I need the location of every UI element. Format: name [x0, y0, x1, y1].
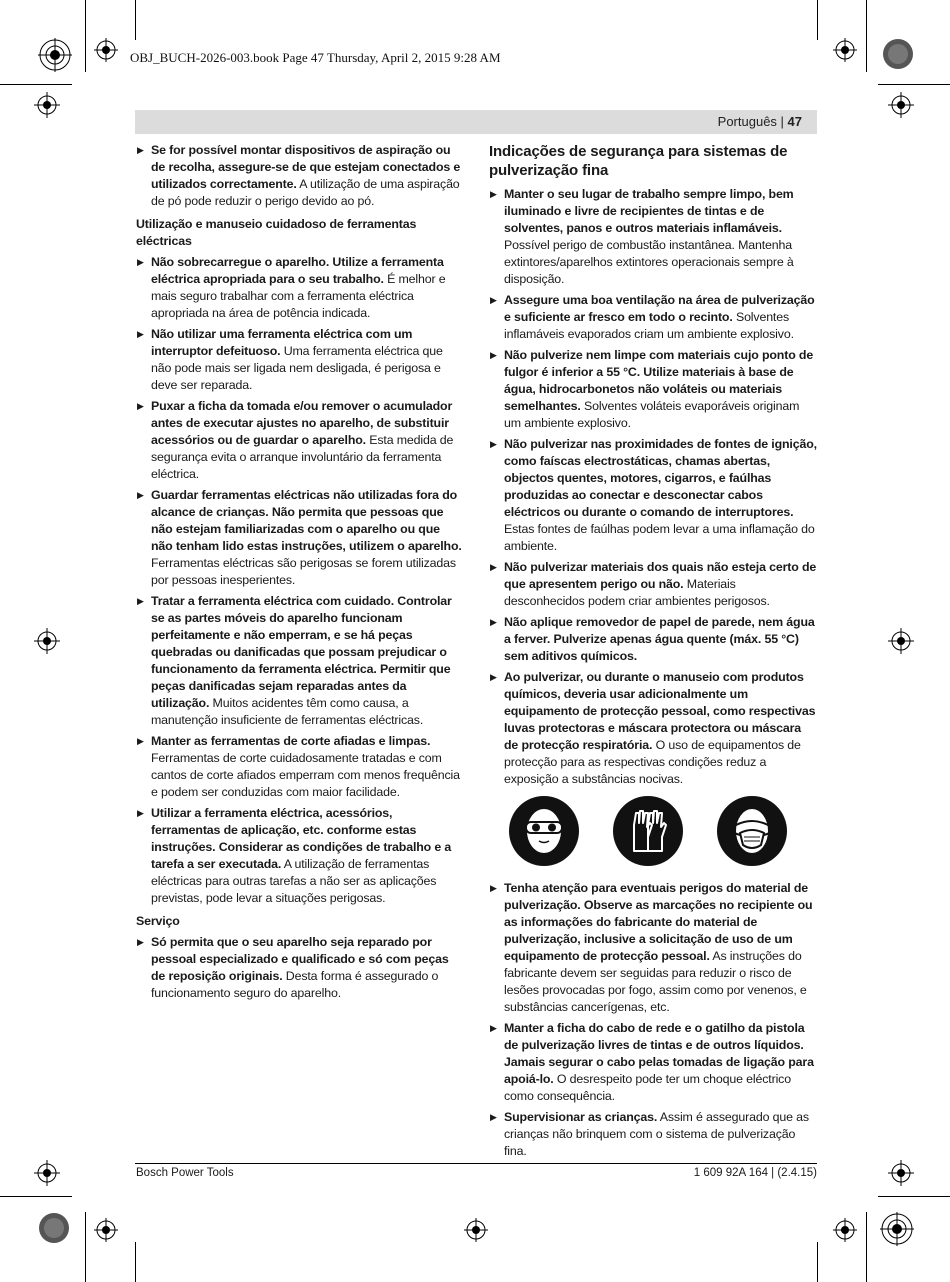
list-item: [489, 669, 817, 788]
item-bold-text: Tenha atenção para eventuais perigos do material de pulverização. Observe as marcações no recipiente ou as informações do fabricante do material de pulverização, inclusive a solicitação de uso de um equipamento de protecção pessoal.: [504, 881, 813, 963]
list-item: [136, 934, 464, 1002]
registration-target-icon: [34, 1160, 60, 1186]
registration-target-icon: [464, 1218, 488, 1242]
item-bold-text: Supervisionar as crianças.: [504, 1110, 658, 1124]
footer-publisher: Bosch Power Tools: [136, 1167, 234, 1179]
list-item: [136, 254, 464, 322]
color-density-target-icon: [38, 1212, 70, 1244]
registration-target-icon: [38, 38, 72, 72]
footer-document-number: 1 609 92A 164 | (2.4.15): [693, 1167, 817, 1179]
section-heading: Utilização e manuseio cuidadoso de ferramentas eléctricas: [136, 217, 417, 248]
item-bold-text: Guardar ferramentas eléctricas não utilizadas fora do alcance de crianças. Não permita que pessoas que não estejam familiarizadas com o aparelho ou que não tenham lido estas instruções, utilizem o aparelho.: [151, 488, 462, 553]
item-text: Possível perigo de combustão instantânea. Mantenha extintores/aparelhos extintores operacionais sempre à disposição.: [504, 238, 794, 286]
registration-target-icon: [34, 628, 60, 654]
item-text: Desta forma é assegurado o funcionamento seguro do aparelho.: [151, 969, 439, 1000]
page-number: 47: [787, 114, 802, 129]
list-item: [136, 593, 464, 729]
item-bold-text: Não pulverize nem limpe com materiais cujo ponto de fulgor é inferior a 55 °C. Utilize materiais à base de água, hidrocarbonetos não voláteis ou materiais semelhantes.: [504, 348, 814, 413]
section-heading: Indicações de segurança para sistemas de pulverização fina: [489, 143, 788, 179]
registration-target-icon: [888, 1160, 914, 1186]
item-text: Materiais desconhecidos podem criar ambientes perigosos.: [504, 577, 770, 608]
list-item: [489, 614, 817, 665]
item-bold-text: Não pulverizar materiais dos quais não esteja certo de que apresentem perigo ou não.: [504, 560, 817, 591]
registration-target-icon: [94, 1218, 118, 1242]
item-text: A utilização de ferramentas eléctricas para outras tarefas a não ser as aplicações previstas, pode levar a situações perigosas.: [151, 857, 437, 905]
right-column: [489, 142, 817, 1164]
item-bold-text: Não pulverizar nas proximidades de fontes de ignição, como faíscas electrostáticas, chamas abertas, objectos quentes, motores, cigarros, e faúlhas produzidas ao conectar e desconectar cabos eléctricos ou durante o comando de interruptores.: [504, 437, 817, 519]
list-item: [489, 292, 817, 343]
registration-target-icon: [833, 1218, 857, 1242]
item-bold-text: Tratar a ferramenta eléctrica com cuidado. Controlar se as partes móveis do aparelho funcionam perfeitamente e não emperram, e se há peças quebradas ou danificadas que possam prejudicar o funcionamento da ferramenta eléctrica. Permitir que peças danificadas sejam reparadas antes da utilização.: [151, 594, 452, 710]
item-bold-text: Não utilizar uma ferramenta eléctrica com um interruptor defeituoso.: [151, 327, 413, 358]
registration-target-icon: [94, 38, 118, 62]
item-text: É melhor e mais seguro trabalhar com a ferramenta eléctrica apropriada na área de potência indicada.: [151, 272, 446, 320]
list-item: [136, 326, 464, 394]
list-item: [489, 347, 817, 432]
registration-target-icon: [888, 92, 914, 118]
registration-target-icon: [34, 92, 60, 118]
list-item: [489, 1020, 817, 1105]
list-item: [489, 436, 817, 555]
respirator-mask-icon: [717, 796, 787, 866]
list-item: [489, 1109, 817, 1160]
item-text: Ferramentas de corte cuidadosamente tratadas e com cantos de corte afiados emperram com menos frequência e podem ser conduzidas com maior facilidade.: [151, 751, 460, 799]
goggles-icon: [509, 796, 579, 866]
list-item: [136, 142, 464, 210]
item-text: Solventes voláteis evaporáveis originam um ambiente explosivo.: [504, 399, 800, 430]
item-bold-text: Manter o seu lugar de trabalho sempre limpo, bem iluminado e livre de recipientes de tintas e de solventes, panos e outros materiais inflamáveis.: [504, 187, 794, 235]
item-text: Ferramentas eléctricas são perigosas se forem utilizadas por pessoas inesperientes.: [151, 556, 456, 587]
registration-target-icon: [880, 1212, 914, 1246]
list-item: [136, 398, 464, 483]
list-item: [136, 487, 464, 589]
item-text: As instruções do fabricante devem ser seguidas para reduzir o risco de lesões provocadas por fogo, assim como por venenos, e substâncias cancerígenas, etc.: [504, 949, 807, 1014]
item-bold-text: Não sobrecarregue o aparelho. Utilize a ferramenta eléctrica apropriada para o seu trabalho.: [151, 255, 444, 286]
item-text: Solventes inflamáveis evaporados criam um ambiente explosivo.: [504, 310, 794, 341]
registration-target-icon: [888, 628, 914, 654]
list-item: [489, 186, 817, 288]
list-item: [136, 805, 464, 907]
header-language: Português: [717, 114, 777, 129]
item-text: Assim é assegurado que as crianças não brinquem com o sistema de pulverização fina.: [504, 1110, 809, 1158]
item-bold-text: Se for possível montar dispositivos de aspiração ou de recolha, assegure-se de que estejam conectados e utilizados correctamente.: [151, 143, 461, 191]
item-bold-text: Manter as ferramentas de corte afiadas e limpas.: [151, 734, 431, 748]
header-separator: |: [776, 114, 788, 129]
list-item: [489, 880, 817, 1016]
footer-rule: [135, 1163, 817, 1164]
print-slug-line: OBJ_BUCH-2026-003.book Page 47 Thursday, April 2, 2015 9:28 AM: [130, 50, 501, 65]
item-bold-text: Manter a ficha do cabo de rede e o gatilho da pistola de pulverização livres de tintas e de outros líquidos. Jamais segurar o cabo pelas tomadas de ligação para apoiá-lo.: [504, 1021, 814, 1086]
item-bold-text: Assegure uma boa ventilação na área de pulverização e suficiente ar fresco em todo o recinto.: [504, 293, 815, 324]
item-bold-text: Ao pulverizar, ou durante o manuseio com produtos químicos, deveria usar adicionalmente um equipamento de protecção pessoal, como respectivas luvas protectoras e máscara protectora ou máscara de protecção respiratória.: [504, 670, 816, 752]
ppe-icon-row: [489, 796, 817, 866]
item-text: O desrespeito pode ter um choque eléctrico como consequência.: [504, 1072, 791, 1103]
item-bold-text: Só permita que o seu aparelho seja reparado por pessoal especializado e qualificado e só com peças de reposição originais.: [151, 935, 449, 983]
list-item: [489, 559, 817, 610]
item-text: Esta medida de segurança evita o arranque involuntário da ferramenta eléctrica.: [151, 433, 454, 481]
page-header: [718, 114, 802, 129]
item-text: Estas fontes de faúlhas podem levar a uma inflamação do ambiente.: [504, 522, 815, 553]
left-column: [136, 142, 464, 1006]
item-text: Uma ferramenta eléctrica que não pode mais ser ligada nem desligada, é perigosa e deve ser reparada.: [151, 344, 443, 392]
list-item: [136, 733, 464, 801]
color-density-target-icon: [882, 38, 914, 70]
page-header-band: [135, 110, 817, 134]
item-text: O uso de equipamentos de protecção para as respectivas condições reduz a exposição a substâncias nocivas.: [504, 738, 801, 786]
item-bold-text: Utilizar a ferramenta eléctrica, acessórios, ferramentas de aplicação, etc. conforme estas instruções. Considerar as condições de trabalho e a tarefa a ser executada.: [151, 806, 452, 871]
item-text: Muitos acidentes têm como causa, a manutenção insuficiente de ferramentas eléctricas.: [151, 696, 424, 727]
item-text: A utilização de uma aspiração de pó pode reduzir o perigo devido ao pó.: [151, 177, 460, 208]
item-bold-text: Não aplique removedor de papel de parede, nem água a ferver. Pulverize apenas água quente (máx. 55 °C) sem aditivos químicos.: [504, 615, 815, 663]
gloves-icon: [613, 796, 683, 866]
item-bold-text: Puxar a ficha da tomada e/ou remover o acumulador antes de executar ajustes no aparelho, de substituir acessórios ou de guardar o aparelho.: [151, 399, 453, 447]
registration-target-icon: [833, 38, 857, 62]
section-heading: Serviço: [136, 914, 180, 928]
